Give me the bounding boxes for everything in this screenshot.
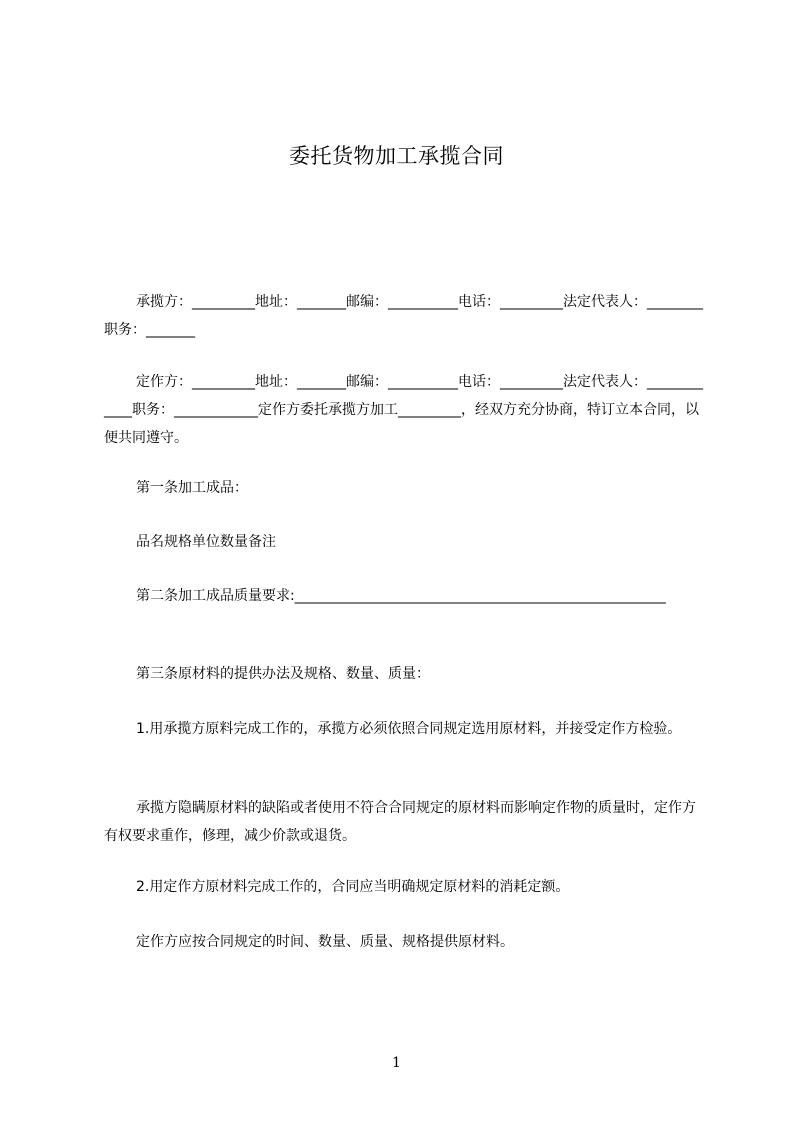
clause-3-2-supply: 定作方应按合同规定的时间、数量、质量、规格提供原材料。 bbox=[136, 934, 514, 950]
clause-3-1-defects: 承揽方隐瞒原材料的缺陷或者使用不符合合同规定的原材料而影响定作物的质量时，定作方有权要求重作，修理，减少价款或退货。 bbox=[104, 800, 696, 844]
clause-3-2: 2.用定作方原材料完成工作的，合同应当明确规定原材料的消耗定额。 bbox=[136, 879, 570, 895]
contractor-info: 承揽方：_________地址：_______邮编：__________电话：_________法定代表人：________职务：_______ bbox=[104, 294, 703, 338]
client-info: 定作方：_________地址：_______邮编：__________电话：_________法定代表人：____________职务：____________定作方委托承揽方加工_________，经双方充分协商，特订立本合同，以便共同遵守。 bbox=[104, 374, 703, 446]
article-1-heading: 第一条加工成品： bbox=[136, 480, 248, 496]
contract-title: 委托货物加工承揽合同 bbox=[289, 144, 504, 168]
product-table-header: 品名规格单位数量备注 bbox=[136, 534, 276, 550]
page-number: 1 bbox=[392, 1055, 401, 1071]
article-2-quality: 第二条加工成品质量要求:_____________________________________________________ bbox=[136, 588, 666, 604]
article-3-heading: 第三条原材料的提供办法及规格、数量、质量： bbox=[136, 666, 430, 682]
clause-3-1: 1.用承揽方原料完成工作的，承揽方必须依照合同规定选用原材料，并接受定作方检验。 bbox=[136, 721, 682, 737]
